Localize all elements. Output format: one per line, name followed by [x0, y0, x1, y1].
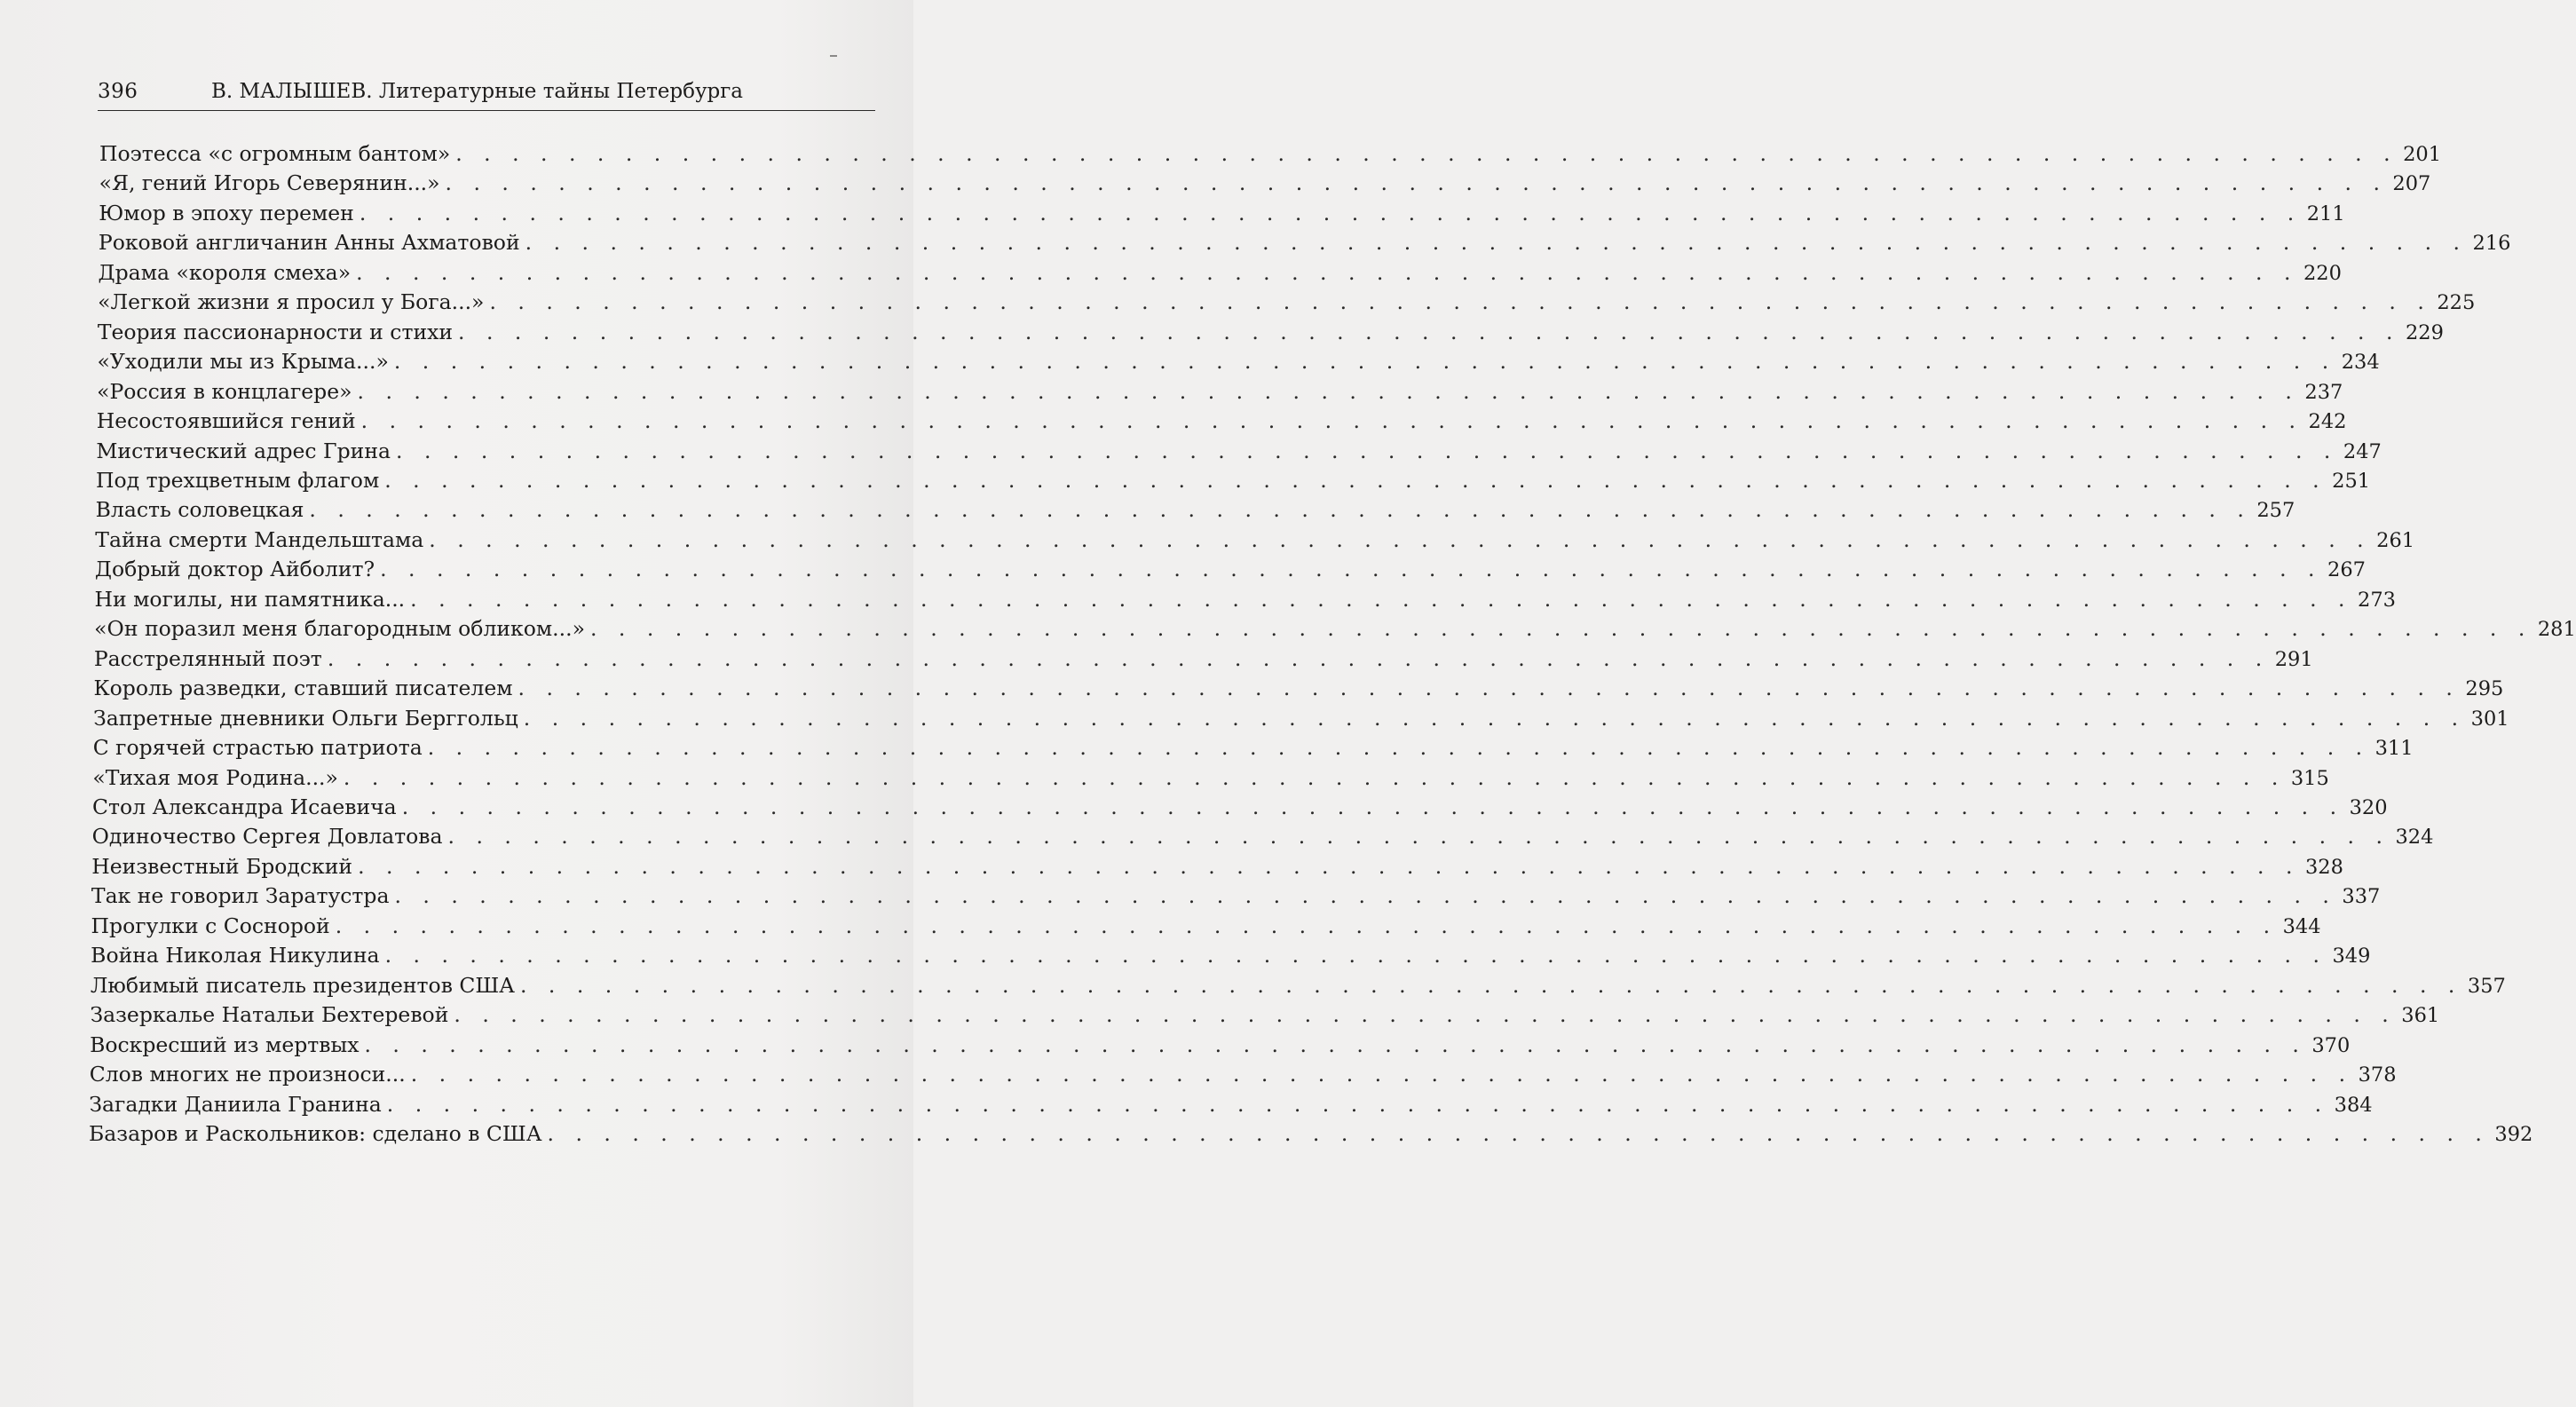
toc-leader-dots: . . . . . . . . . . . . . . . . . . . . . . . . . . . . . . . . . . . . . . . . . . . . . . . . . . . . . . . . . . . . . . . . . . . . .	[518, 676, 2461, 701]
toc-entry	[93, 704, 2509, 732]
toc-entry	[96, 437, 2382, 465]
toc-entry	[89, 1119, 2533, 1148]
toc-entry-title: С горячей страстью патриота	[92, 735, 423, 761]
toc-entry	[89, 1060, 2397, 1088]
toc-entry-page: 211	[2306, 202, 2345, 225]
toc-leader-dots: . . . . . . . . . . . . . . . . . . . . . . . . . . . . . . . . . . . . . . . . . . . . . . . . . . . . . . . . . . . . . . . . . . . . .	[386, 1091, 2329, 1117]
toc-entry-title: Расстрелянный поэт	[93, 645, 322, 671]
toc-leader-dots: . . . . . . . . . . . . . . . . . . . . . . . . . . . . . . . . . . . . . . . . . . . . . . . . . . . . . . . . . . . . . . . . . . . . .	[327, 645, 2270, 671]
toc-entry-title: Драма «короля смеха»	[98, 259, 352, 285]
toc-entry-page: 370	[2311, 1033, 2351, 1057]
toc-entry	[97, 318, 2444, 346]
toc-leader-dots: . . . . . . . . . . . . . . . . . . . . . . . . . . . . . . . . . . . . . . . . . . . . . . . . . . . . . . . . . . . . . . . . . . . . .	[364, 1032, 2307, 1057]
toc-leader-dots: . . . . . . . . . . . . . . . . . . . . . . . . . . . . . . . . . . . . . . . . . . . . . . . . . . . . . . . . . . . . . . . . . . . . .	[523, 705, 2466, 731]
toc-entry-page: 234	[2341, 351, 2380, 375]
toc-leader-dots: . . . . . . . . . . . . . . . . . . . . . . . . . . . . . . . . . . . . . . . . . . . . . . . . . . . . . . . . . . . . . . . . . . . . .	[360, 408, 2303, 434]
toc-leader-dots: . . . . . . . . . . . . . . . . . . . . . . . . . . . . . . . . . . . . . . . . . . . . . . . . . . . . . . . . . . . . . . . . . . . . .	[393, 349, 2336, 375]
toc-leader-dots: . . . . . . . . . . . . . . . . . . . . . . . . . . . . . . . . . . . . . . . . . . . . . . . . . . . . . . . . . . . . . . . . . . . . .	[401, 794, 2344, 819]
toc-entry-title: «Я, гений Игорь Северянин...»	[99, 170, 440, 196]
toc-entry	[93, 644, 2313, 673]
toc-entry-page: 337	[2342, 885, 2381, 909]
toc-entry-title: Любимый писатель президентов США	[90, 972, 515, 998]
running-head: В. МАЛЫШЕВ. Литературные тайны Петербурга	[211, 80, 744, 103]
toc-leader-dots: . . . . . . . . . . . . . . . . . . . . . . . . . . . . . . . . . . . . . . . . . . . . . . . . . . . . . . . . . . . . . . . . . . . . .	[356, 259, 2298, 285]
toc-entry-title: Роковой англичанин Анны Ахматовой	[98, 230, 520, 256]
toc-entry-title: Мистический адрес Грина	[96, 438, 391, 463]
toc-entry-page: 247	[2343, 439, 2382, 463]
toc-entry-page: 281	[2537, 618, 2576, 642]
toc-entry-page: 201	[2403, 143, 2442, 166]
toc-leader-dots: . . . . . . . . . . . . . . . . . . . . . . . . . . . . . . . . . . . . . . . . . . . . . . . . . . . . . . . . . . . . . . . . . . . . .	[427, 735, 2370, 761]
toc-entry	[91, 912, 2321, 940]
toc-entry-page: 384	[2334, 1093, 2373, 1117]
toc-entry-title: «Уходили мы из Крыма...»	[97, 349, 389, 375]
toc-entry-page: 295	[2465, 677, 2504, 701]
toc-entry-title: «Россия в концлагере»	[97, 378, 352, 404]
toc-entry-page: 324	[2395, 826, 2434, 850]
toc-entry-title: Добрый доктор Айболит?	[94, 557, 375, 582]
toc-entry-page: 216	[2472, 232, 2511, 256]
toc-leader-dots: . . . . . . . . . . . . . . . . . . . . . . . . . . . . . . . . . . . . . . . . . . . . . . . . . . . . . . . . . . . . . . . . . . . . .	[489, 289, 2432, 315]
toc-entry-title: Стол Александра Исаевича	[92, 794, 397, 819]
toc-entry	[95, 526, 2415, 554]
toc-entry-page: 328	[2304, 855, 2343, 879]
toc-leader-dots: . . . . . . . . . . . . . . . . . . . . . . . . . . . . . . . . . . . . . . . . . . . . . . . . . . . . . . . . . . . . . . . . . . . . .	[589, 616, 2533, 642]
toc-entry	[90, 971, 2506, 1000]
toc-entry	[97, 347, 2380, 375]
toc-entry	[91, 822, 2434, 850]
toc-entry-page: 357	[2467, 974, 2506, 998]
toc-leader-dots: . . . . . . . . . . . . . . . . . . . . . . . . . . . . . . . . . . . . . . . . . . . . . . . . . . . . . . . . . . . . . . . . . . . . .	[394, 883, 2337, 909]
toc-entry-page: 320	[2349, 796, 2388, 819]
toc-entry-title: Загадки Даниила Гранина	[89, 1091, 382, 1117]
toc-entry	[97, 377, 2343, 406]
toc-entry-page: 311	[2375, 737, 2414, 761]
toc-leader-dots: . . . . . . . . . . . . . . . . . . . . . . . . . . . . . . . . . . . . . . . . . . . . . . . . . . . . . . . . . . . . . . . . . . . . .	[429, 526, 2372, 552]
toc-entry-title: Власть соловецкая	[95, 497, 304, 523]
toc-leader-dots: . . . . . . . . . . . . . . . . . . . . . . . . . . . . . . . . . . . . . . . . . . . . . . . . . . . . . . . . . . . . . . . . . . . . .	[396, 438, 2338, 463]
toc-entry-page: 361	[2401, 1004, 2440, 1028]
toc-leader-dots: . . . . . . . . . . . . . . . . . . . . . . . . . . . . . . . . . . . . . . . . . . . . . . . . . . . . . . . . . . . . . . . . . . . . .	[357, 378, 2300, 404]
toc-entry-page: 251	[2332, 470, 2371, 493]
toc-entry-page: 315	[2290, 766, 2329, 790]
toc-entry	[98, 258, 2342, 287]
toc-entry	[91, 941, 2371, 969]
toc-leader-dots: . . . . . . . . . . . . . . . . . . . . . . . . . . . . . . . . . . . . . . . . . . . . . . . . . . . . . . . . . . . . . . . . . . . . .	[410, 586, 2353, 612]
toc-entry-title: Зазеркалье Натальи Бехтеревой	[90, 1002, 449, 1028]
toc-leader-dots: . . . . . . . . . . . . . . . . . . . . . . . . . . . . . . . . . . . . . . . . . . . . . . . . . . . . . . . . . . . . . . . . . . . . .	[445, 170, 2388, 196]
toc-entry-title: Поэтесса «с огромным бантом»	[99, 141, 451, 166]
toc-leader-dots: . . . . . . . . . . . . . . . . . . . . . . . . . . . . . . . . . . . . . . . . . . . . . . . . . . . . . . . . . . . . . . . . . . . . .	[519, 972, 2462, 998]
toc-entry	[95, 495, 2295, 524]
toc-leader-dots: . . . . . . . . . . . . . . . . . . . . . . . . . . . . . . . . . . . . . . . . . . . . . . . . . . . . . . . . . . . . . . . . . . . . .	[343, 764, 2286, 790]
page-number: 396	[98, 80, 138, 103]
toc-entry	[94, 614, 2576, 643]
toc-leader-dots: . . . . . . . . . . . . . . . . . . . . . . . . . . . . . . . . . . . . . . . . . . . . . . . . . . . . . . . . . . . . . . . . . . . . .	[358, 853, 2300, 879]
toc-entry-page: 301	[2470, 707, 2509, 731]
toc-entry	[99, 169, 2431, 197]
toc-entry-page: 261	[2376, 528, 2415, 552]
toc-entry	[94, 555, 2366, 583]
toc-entry-title: Несостоявшийся гений	[96, 408, 356, 434]
toc-entry-title: Одиночество Сергея Довлатова	[91, 824, 443, 850]
toc-entry	[93, 674, 2504, 702]
toc-entry-page: 378	[2358, 1063, 2397, 1087]
toc-entry	[90, 1031, 2351, 1059]
toc-entry-title: Так не говорил Заратустра	[91, 883, 390, 909]
toc-leader-dots: . . . . . . . . . . . . . . . . . . . . . . . . . . . . . . . . . . . . . . . . . . . . . . . . . . . . . . . . . . . . . . . . . . . . .	[384, 468, 2327, 493]
toc-entry-title: «Тихая моя Родина...»	[92, 764, 338, 790]
toc-entry	[96, 466, 2371, 494]
toc-entry	[94, 585, 2396, 613]
toc-entry-title: Теория пассионарности и стихи	[97, 319, 454, 344]
toc-entry-title: Тайна смерти Мандельштама	[95, 526, 424, 552]
toc-entry	[98, 228, 2511, 257]
toc-entry-title: Прогулки с Соснорой	[91, 913, 330, 938]
toc-leader-dots: . . . . . . . . . . . . . . . . . . . . . . . . . . . . . . . . . . . . . . . . . . . . . . . . . . . . . . . . . . . . . . . . . . . . .	[447, 824, 2390, 850]
toc-entry	[99, 199, 2345, 227]
toc-entry-title: Воскресший из мертвых	[90, 1032, 360, 1057]
toc-entry	[91, 852, 2343, 881]
toc-entry-page: 220	[2303, 261, 2342, 285]
toc-leader-dots: . . . . . . . . . . . . . . . . . . . . . . . . . . . . . . . . . . . . . . . . . . . . . . . . . . . . . . . . . . . . . . . . . . . . .	[335, 913, 2278, 938]
toc-entry	[96, 407, 2347, 435]
toc-entry	[98, 288, 2476, 316]
toc-entry-page: 291	[2274, 647, 2313, 671]
toc-entry-page: 349	[2332, 945, 2371, 968]
toc-entry	[91, 881, 2381, 910]
toc-entry	[99, 139, 2442, 168]
toc-leader-dots: . . . . . . . . . . . . . . . . . . . . . . . . . . . . . . . . . . . . . . . . . . . . . . . . . . . . . . . . . . . . . . . . . . . . .	[455, 141, 2398, 166]
toc-entry-page: 392	[2494, 1123, 2533, 1146]
toc-entry-title: «Легкой жизни я просил у Бога...»	[98, 289, 485, 315]
toc-entry-page: 207	[2392, 172, 2431, 196]
toc-entry-page: 273	[2358, 588, 2396, 612]
toc-entry	[90, 1000, 2440, 1029]
toc-leader-dots: . . . . . . . . . . . . . . . . . . . . . . . . . . . . . . . . . . . . . . . . . . . . . . . . . . . . . . . . . . . . . . . . . . . . .	[454, 1002, 2397, 1028]
toc-leader-dots: . . . . . . . . . . . . . . . . . . . . . . . . . . . . . . . . . . . . . . . . . . . . . . . . . . . . . . . . . . . . . . . . . . . . .	[380, 557, 2322, 582]
toc-entry-title: Базаров и Раскольников: сделано в США	[89, 1121, 542, 1146]
toc-leader-dots: . . . . . . . . . . . . . . . . . . . . . . . . . . . . . . . . . . . . . . . . . . . . . . . . . . . . . . . . . . . . . . . . . . . . .	[547, 1121, 2490, 1146]
toc-entry-page: 344	[2282, 914, 2321, 938]
toc-entry-title: Под трехцветным флагом	[96, 468, 380, 493]
toc-entry	[89, 1090, 2373, 1118]
toc-entry-page: 267	[2327, 558, 2366, 582]
toc-entry-title: Неизвестный Бродский	[91, 853, 353, 879]
toc-entry	[92, 763, 2329, 792]
toc-entry-title: «Он поразил меня благородным обликом...»	[94, 616, 585, 642]
toc-entry-page: 237	[2304, 380, 2343, 404]
toc-entry-title: Война Николая Никулина	[91, 943, 380, 968]
toc-leader-dots: . . . . . . . . . . . . . . . . . . . . . . . . . . . . . . . . . . . . . . . . . . . . . . . . . . . . . . . . . . . . . . . . . . . . .	[410, 1062, 2353, 1087]
toc-entry-page: 257	[2256, 499, 2295, 523]
toc-entry-page: 242	[2308, 410, 2347, 434]
toc-leader-dots: . . . . . . . . . . . . . . . . . . . . . . . . . . . . . . . . . . . . . . . . . . . . . . . . . . . . . . . . . . . . . . . . . . . . .	[359, 200, 2302, 225]
toc-leader-dots: . . . . . . . . . . . . . . . . . . . . . . . . . . . . . . . . . . . . . . . . . . . . . . . . . . . . . . . . . . . . . . . . . . . . .	[384, 943, 2327, 968]
toc-entry-title: Слов многих не произноси...	[89, 1062, 406, 1087]
toc-entry-title: Король разведки, ставший писателем	[93, 676, 513, 701]
toc-entry-page: 229	[2405, 320, 2444, 344]
toc-entry	[92, 733, 2414, 762]
toc-entry-title: Ни могилы, ни памятника...	[94, 586, 406, 612]
toc-leader-dots: . . . . . . . . . . . . . . . . . . . . . . . . . . . . . . . . . . . . . . . . . . . . . . . . . . . . . . . . . . . . . . . . . . . . .	[309, 497, 2252, 523]
toc-entry-title: Запретные дневники Ольги Берггольц	[93, 705, 518, 731]
toc-entry-page: 225	[2437, 291, 2476, 315]
toc-entry-title: Юмор в эпоху перемен	[99, 200, 354, 225]
toc-leader-dots: . . . . . . . . . . . . . . . . . . . . . . . . . . . . . . . . . . . . . . . . . . . . . . . . . . . . . . . . . . . . . . . . . . . . .	[525, 230, 2468, 256]
toc-entry	[92, 793, 2388, 821]
toc-leader-dots: . . . . . . . . . . . . . . . . . . . . . . . . . . . . . . . . . . . . . . . . . . . . . . . . . . . . . . . . . . . . . . . . . . . . .	[458, 319, 2400, 344]
